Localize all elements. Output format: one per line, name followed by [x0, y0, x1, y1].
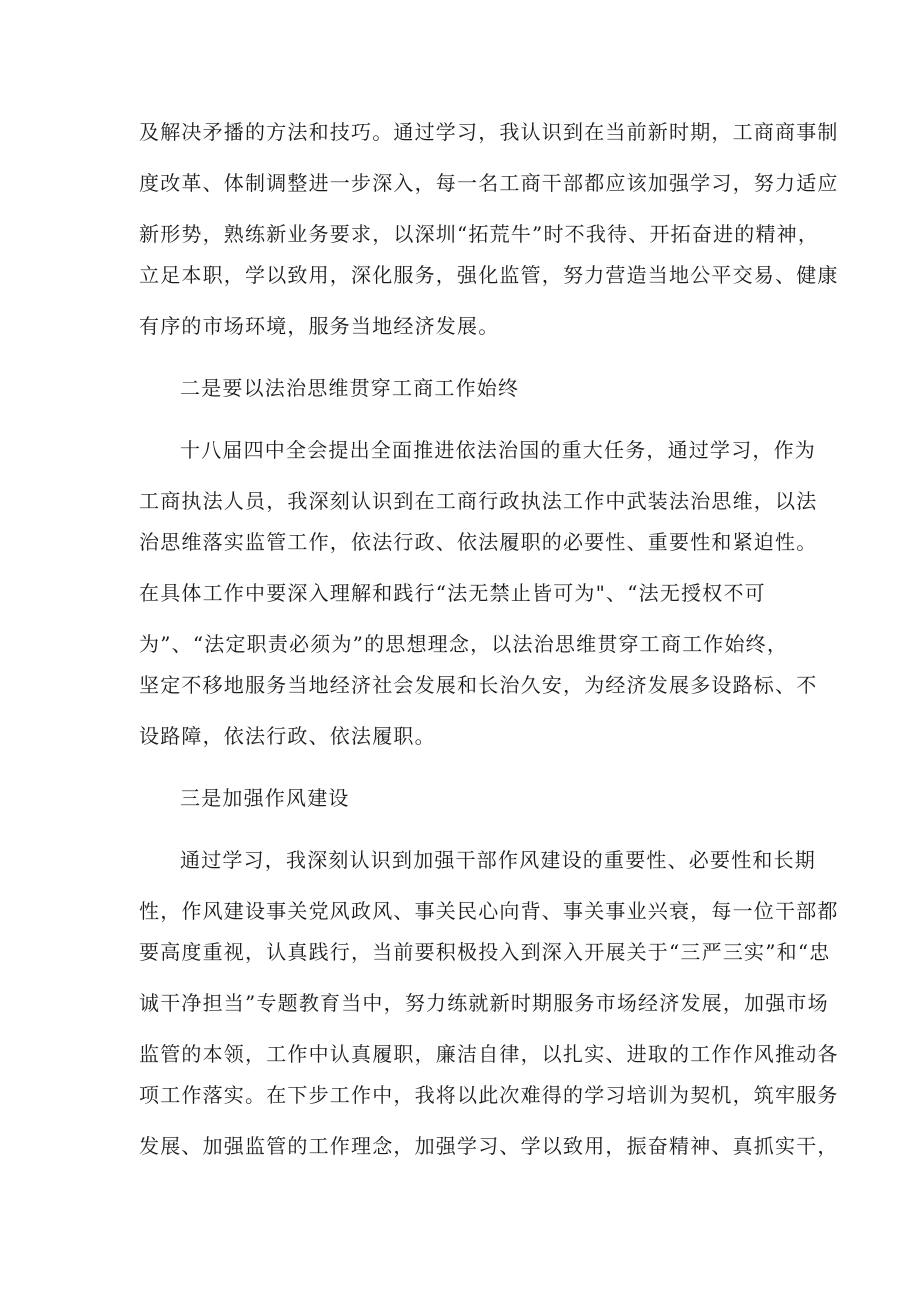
text-line: 及解决矛播的方法和技巧。通过学习，我认识到在当前新时期，工商商事制 — [139, 120, 839, 144]
section-heading-2: 二是要以法治思维贯穿工商工作始终 — [180, 376, 520, 400]
text-line: 十八届四中全会提出全面推进依法治国的重大任务，通过学习，作为 — [180, 438, 816, 462]
text-line: 工商执法人员，我深刻认识到在工商行政执法工作中武装法治思维，以法 — [139, 489, 818, 513]
text-line: 新形势，熟练新业务要求，以深圳“拓荒牛”时不我待、开拓奋进的精神， — [139, 222, 820, 246]
text-line: 通过学习，我深刻认识到加强干部作风建设的重要性、必要性和长期 — [180, 848, 816, 872]
text-line: 诚干净担当”专题教育当中，努力练就新时期服务市场经济发展，加强市场 — [139, 991, 829, 1015]
text-line: 治思维落实监管工作，依法行政、依法履职的必要性、重要性和紧迫性。 — [139, 530, 818, 554]
text-line: 监管的本领，工作中认真履职，廉洁自律，以扎实、进取的工作作风推动各 — [139, 1042, 839, 1066]
text-line: 度改革、体制调整进一步深入，每一名工商干部都应该加强学习，努力适应 — [139, 171, 839, 195]
text-line: 性，作风建设事关党风政风、事关民心向背、事关事业兴衰，每一位干部都 — [139, 899, 839, 923]
text-line: 在具体工作中要深入理解和践行“法无禁止皆可为"、“法无授权不可 — [139, 581, 766, 605]
text-line: 项工作落实。在下步工作中，我将以此次难得的学习培训为契机，筑牢服务 — [139, 1083, 839, 1107]
text-line: 有序的市场环境，服务当地经济发展。 — [139, 314, 500, 338]
section-heading-3: 三是加强作风建设 — [180, 786, 350, 810]
text-line: 发展、加强监管的工作理念，加强学习、学以致用，振奋精神、真抓实干， — [139, 1134, 839, 1158]
text-line: 坚定不移地服务当地经济社会发展和长治久安，为经济发展多设路标、不 — [139, 673, 818, 697]
text-line: 为”、“法定职责必须为”的思想理念，以法治思维贯穿工商工作始终， — [139, 632, 789, 656]
text-line: 设路障，依法行政、依法履职。 — [139, 724, 436, 748]
text-line: 立足本职，学以致用，深化服务，强化监管，努力营造当地公平交易、健康 — [139, 263, 839, 287]
text-line: 要高度重视，认真践行，当前要积极投入到深入开展关于“三严三实”和“忠 — [139, 940, 831, 964]
